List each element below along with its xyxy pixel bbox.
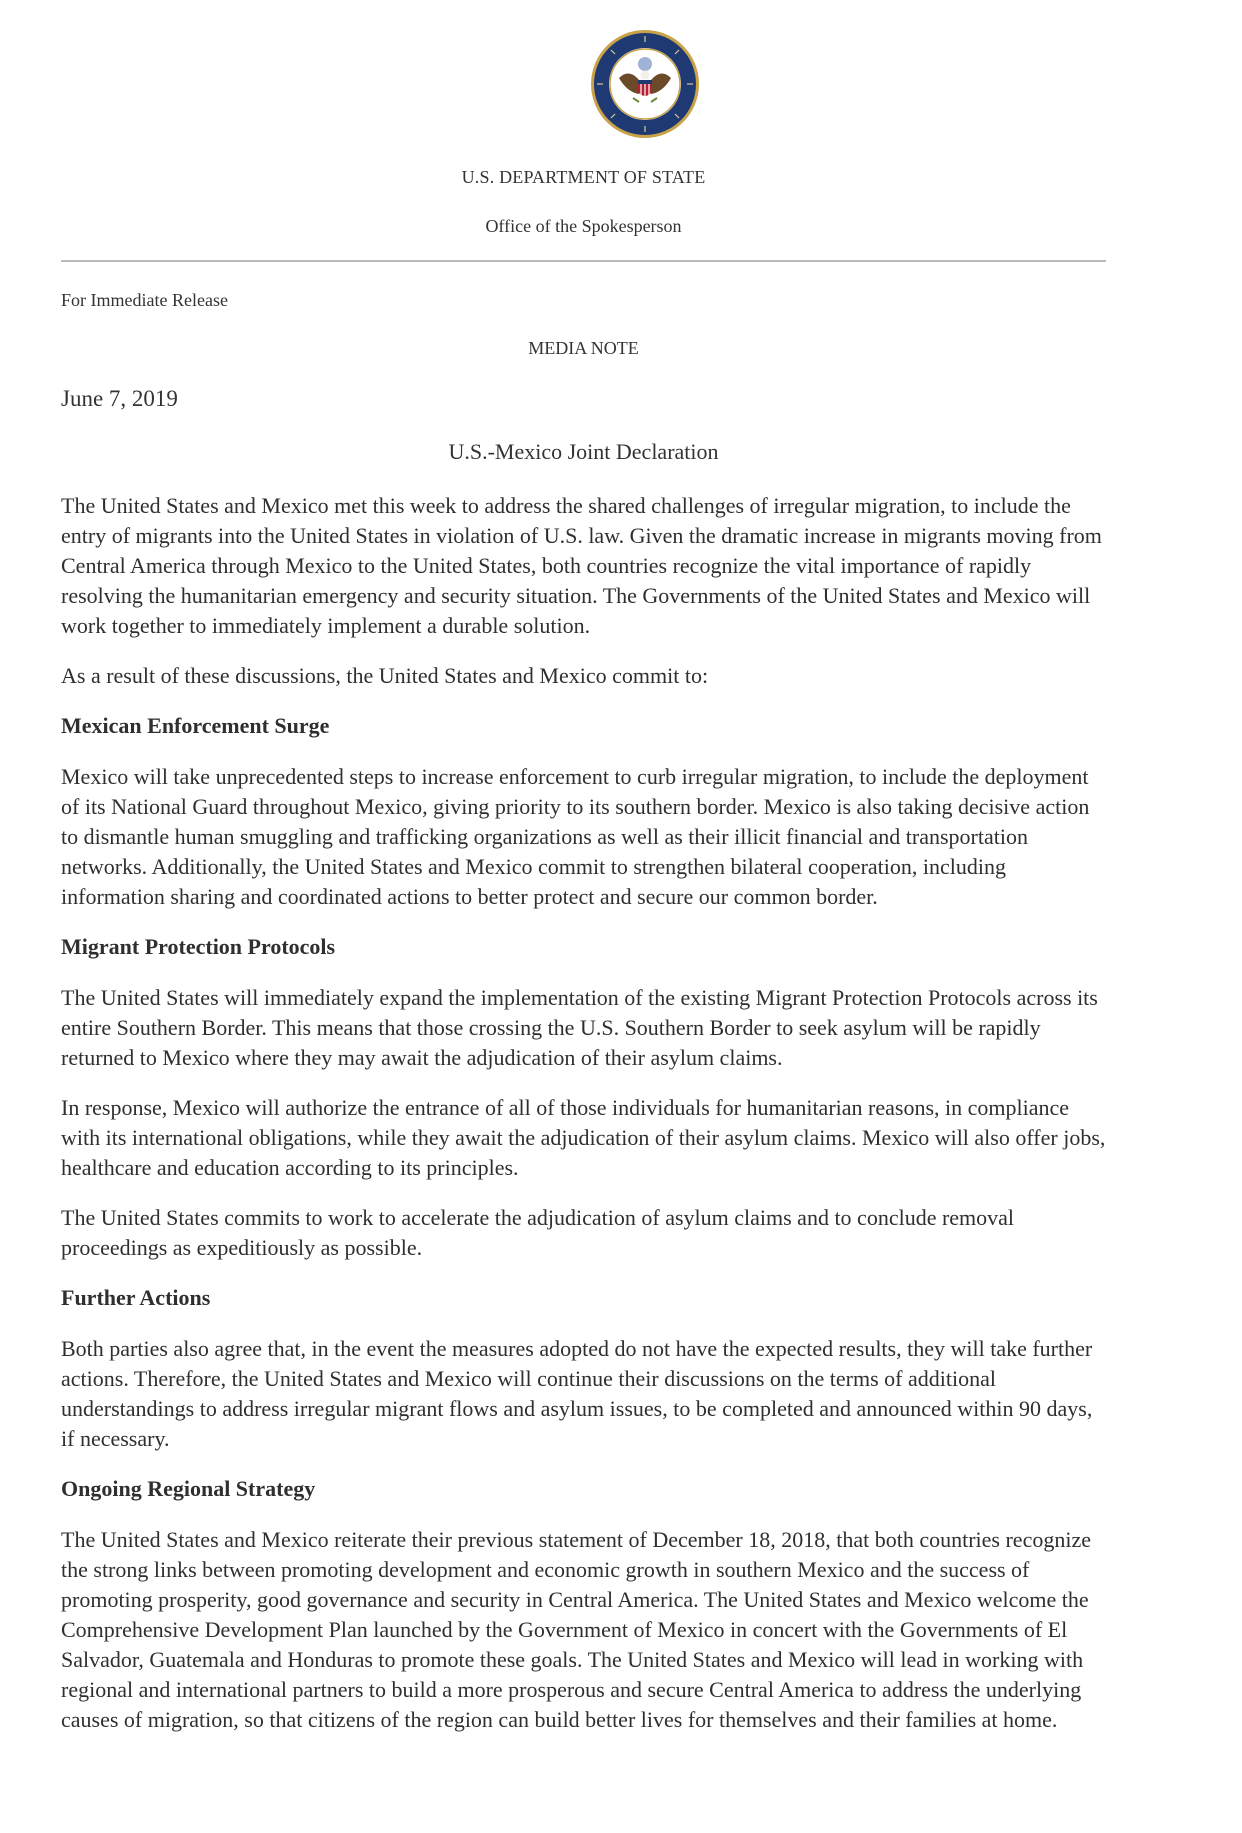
release-line: For Immediate Release <box>61 290 228 310</box>
paragraph-commit: As a result of these discussions, the United States and Mexico commit to: <box>61 663 709 688</box>
paragraph-enforcement: Mexico will take unprecedented steps to increase enforcement to curb irregular migration, to include the deployment of its National Guard throughout Mexico, giving priority to its southern border. Mexico is also taking decisive action to dismantle human smuggling and trafficking organizations as well as their illicit financial and transportation networks. Additionally, the United States and Mexico commit to strengthen bilateral cooperation, including information sharing and coordinated actions to better protect and secure our common border. <box>61 764 1090 909</box>
paragraph-mpp-3: The United States commits to work to accelerate the adjudication of asylum claims and to conclude removal proceedings as expeditiously as possible. <box>61 1205 1015 1260</box>
heading-enforcement: Mexican Enforcement Surge <box>61 713 330 738</box>
heading-further: Further Actions <box>61 1285 211 1310</box>
office-name: Office of the Spokesperson <box>485 216 682 236</box>
paragraph-intro: The United States and Mexico met this week to address the shared challenges of irregular migration, to include the entry of migrants into the United States in violation of U.S. law. Given the dramatic increase in migrants moving from Central America through Mexico to the United States, both countries recognize the vital importance of rapidly resolving the humanitarian emergency and security situation. The Governments of the United States and Mexico will work together to immediately implement a durable solution. <box>61 493 1102 638</box>
release-date: June 7, 2019 <box>61 386 178 411</box>
heading-mpp: Migrant Protection Protocols <box>61 934 336 959</box>
paragraph-mpp-2: In response, Mexico will authorize the entrance of all of those individuals for humanitarian reasons, in compliance with its international obligations, while they await the adjudication of their asylum claims. Mexico will also offer jobs, healthcare and education according to its principles. <box>61 1095 1106 1180</box>
department-name: U.S. DEPARTMENT OF STATE <box>461 167 706 187</box>
heading-regional: Ongoing Regional Strategy <box>61 1476 316 1501</box>
paragraph-mpp-1: The United States will immediately expand the implementation of the existing Migrant Protection Protocols across its entire Southern Border. This means that those crossing the U.S. Southern Border to seek asylum will be rapidly returned to Mexico where they may await the adjudication of their asylum claims. <box>61 985 1098 1070</box>
paragraph-regional: The United States and Mexico reiterate their previous statement of December 18, 2018, that both countries recognize the strong links between promoting development and economic growth in southern Mexico and the success of promoting prosperity, good governance and security in Central America. The United States and Mexico welcome the Comprehensive Development Plan launched by the Government of Mexico in concert with the Governments of El Salvador, Guatemala and Honduras to promote these goals. The United States and Mexico will lead in working with regional and international partners to build a more prosperous and secure Central America to address the underlying causes of migration, so that citizens of the region can build better lives for themselves and their families at home. <box>61 1527 1091 1732</box>
note-type: MEDIA NOTE <box>528 338 639 358</box>
department-of-state-seal-icon <box>589 28 701 140</box>
document-body <box>61 491 1106 1755</box>
header-divider <box>61 260 1106 262</box>
document-title: U.S.-Mexico Joint Declaration <box>448 439 719 464</box>
paragraph-further: Both parties also agree that, in the event the measures adopted do not have the expected results, they will take further actions. Therefore, the United States and Mexico will continue their discussions on the terms of additional understandings to address irregular migrant flows and asylum issues, to be completed and announced within 90 days, if necessary. <box>61 1336 1093 1451</box>
